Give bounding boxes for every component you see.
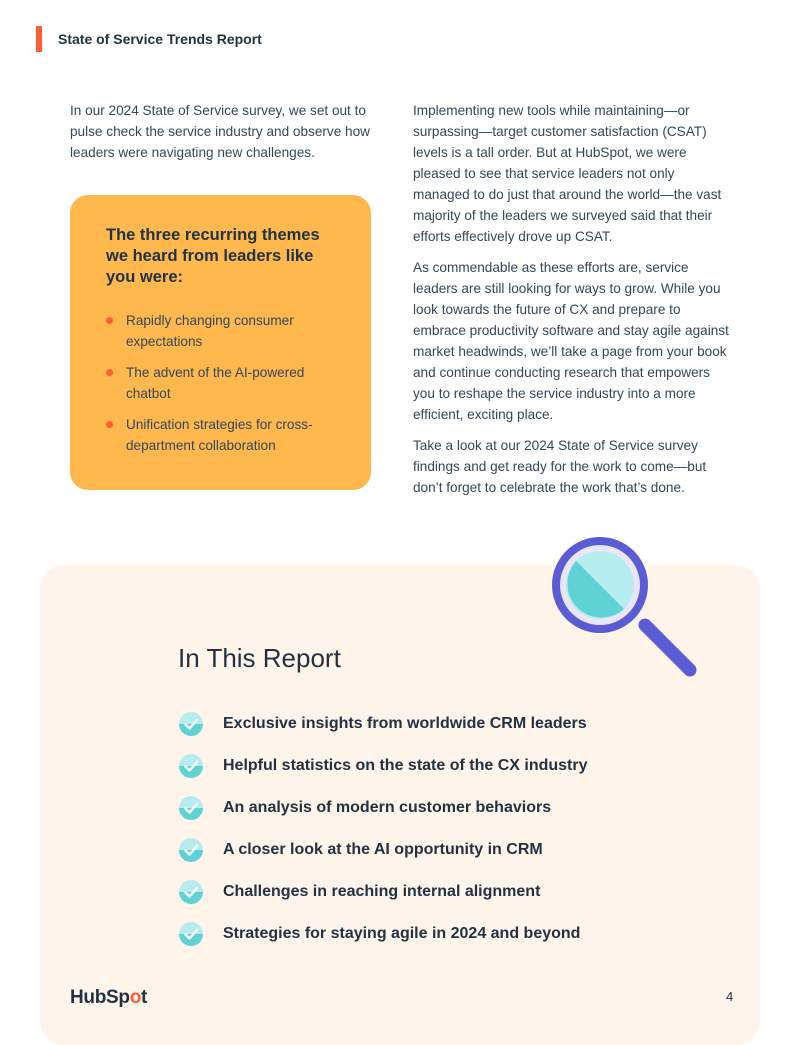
report-list-item bbox=[178, 787, 588, 829]
check-circle-icon bbox=[178, 837, 204, 863]
bullet-dot-icon bbox=[106, 369, 113, 376]
body-paragraph: Implementing new tools while maintaining—or surpassing—target customer satisfaction (CSAT) levels is a tall order. But at HubSpot, we were pleased to see that service leaders not only managed to do just that around the world—the vast majority of the leaders we surveyed said that their efforts effectively drove up CSAT. bbox=[413, 103, 722, 244]
report-list bbox=[178, 703, 588, 955]
intro-paragraph: In our 2024 State of Service survey, we set out to pulse check the service industry and observe how leaders were navigating new challenges. bbox=[70, 103, 370, 160]
bullet-dot-icon bbox=[106, 317, 113, 324]
sprocket-icon: o bbox=[129, 987, 142, 1008]
report-item-label: Challenges in reaching internal alignment bbox=[223, 883, 541, 900]
themes-list-item: Rapidly changing consumer expectations bbox=[106, 310, 335, 352]
check-circle-icon bbox=[178, 795, 204, 821]
report-list-item bbox=[178, 745, 588, 787]
themes-list-item: The advent of the AI-powered chatbot bbox=[106, 362, 335, 404]
report-list-item bbox=[178, 913, 588, 955]
body-paragraph: As commendable as these efforts are, service leaders are still looking for ways to grow. While you look towards the future of CX and prepare to embrace productivity software and stay agile against market headwinds, we’ll take a page from your book and continue conducting research that empowers you to reshape the service industry into a more efficient, exciting place. bbox=[413, 260, 729, 422]
hubspot-logo: HubSpot bbox=[70, 987, 148, 1008]
themes-list-item: Unification strategies for cross-department collaboration bbox=[106, 414, 335, 456]
magnifying-glass-icon bbox=[530, 530, 710, 685]
check-circle-icon bbox=[178, 879, 204, 905]
right-column bbox=[413, 100, 733, 508]
header-accent-bar bbox=[36, 26, 42, 52]
report-item-label: An analysis of modern customer behaviors bbox=[223, 799, 552, 816]
check-circle-icon bbox=[178, 921, 204, 947]
themes-heading: The three recurring themes we heard from leaders like you were: bbox=[106, 226, 320, 286]
report-item-label: Strategies for staying agile in 2024 and beyond bbox=[223, 925, 581, 942]
header-title: State of Service Trends Report bbox=[58, 31, 262, 47]
themes-card bbox=[70, 195, 371, 490]
body-paragraph: Take a look at our 2024 State of Service survey findings and get ready for the work to come—but don’t forget to celebrate the work that’s done. bbox=[413, 438, 707, 495]
bullet-dot-icon bbox=[106, 421, 113, 428]
report-item-label: A closer look at the AI opportunity in CRM bbox=[223, 841, 543, 858]
report-title: In This Report bbox=[178, 643, 341, 673]
themes-list bbox=[106, 310, 335, 456]
report-list-item bbox=[178, 703, 588, 745]
report-item-label: Helpful statistics on the state of the CX industry bbox=[223, 757, 588, 774]
page-number: 4 bbox=[726, 989, 734, 1004]
check-circle-icon bbox=[178, 711, 204, 737]
report-item-label: Exclusive insights from worldwide CRM leaders bbox=[223, 715, 587, 732]
report-list-item bbox=[178, 871, 588, 913]
check-circle-icon bbox=[178, 753, 204, 779]
report-list-item bbox=[178, 829, 588, 871]
